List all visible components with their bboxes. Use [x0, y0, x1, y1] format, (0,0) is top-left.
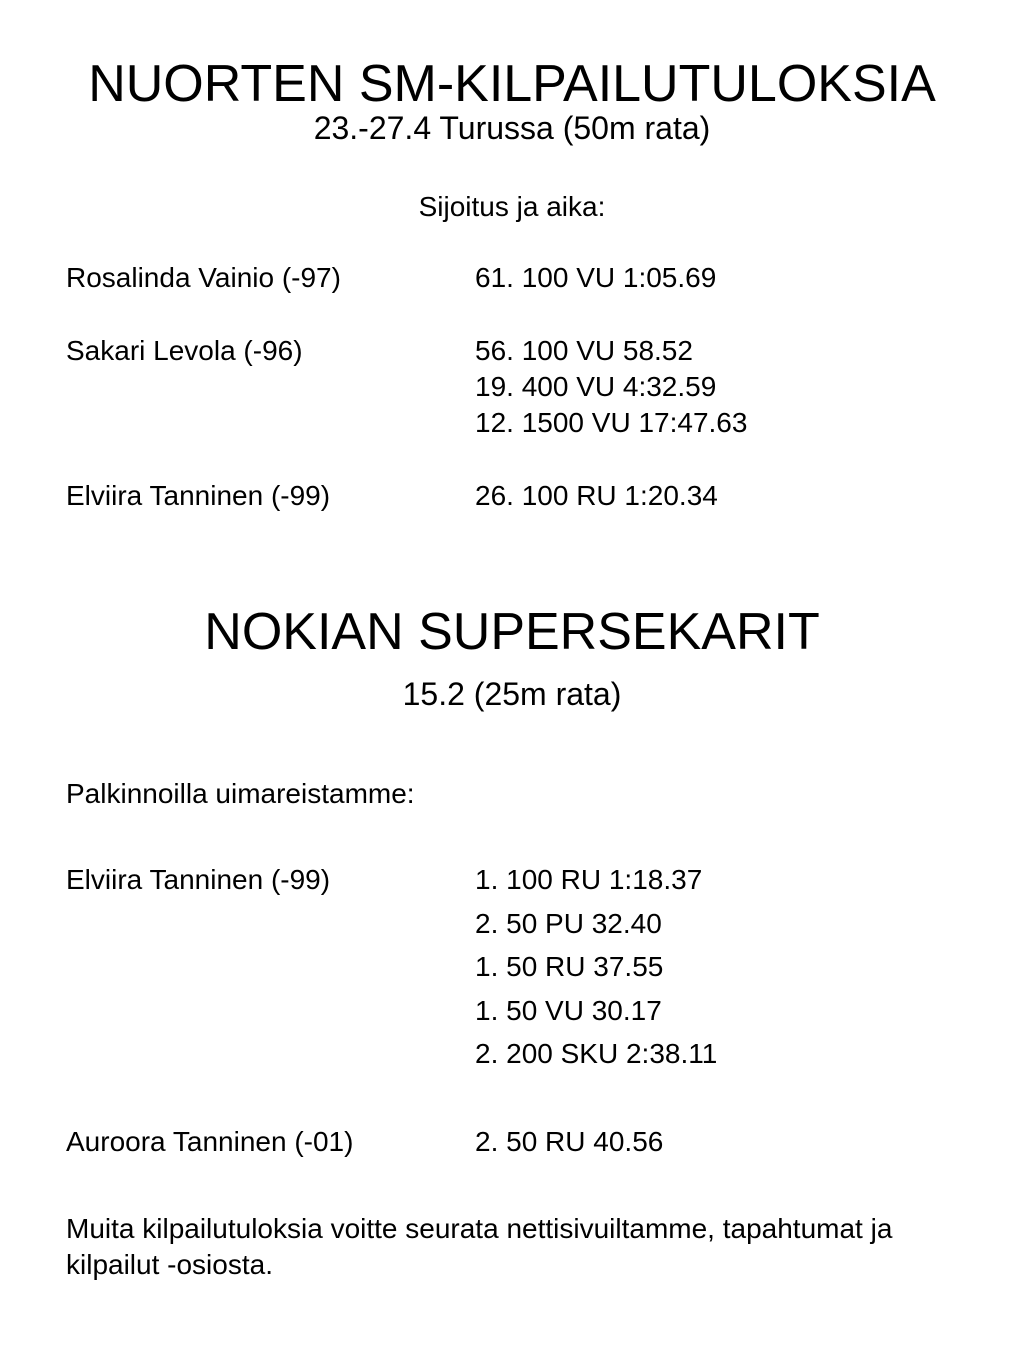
section2-title: NOKIAN SUPERSEKARIT — [204, 603, 820, 661]
section2-entry-1-result-1: 1. 100 RU 1:18.37 — [475, 864, 703, 895]
section1-entry-2-result-1: 56. 100 VU 58.52 — [475, 335, 693, 366]
section1-entry-2-result-2: 19. 400 VU 4:32.59 — [475, 371, 717, 402]
section2-entry-1-result-2: 2. 50 PU 32.40 — [475, 908, 662, 939]
section1-intro: Sijoitus ja aika: — [418, 191, 606, 222]
section2-entry-1-result-3: 1. 50 RU 37.55 — [475, 951, 664, 982]
section2-entry-1-name: Elviira Tanninen (-99) — [66, 864, 331, 895]
section1-entry-2-name: Sakari Levola (-96) — [66, 335, 303, 366]
section2-entry-1-result-5: 2. 200 SKU 2:38.11 — [475, 1038, 718, 1069]
section2-entry-1-result-4: 1. 50 VU 30.17 — [475, 995, 662, 1026]
section1-title: NUORTEN SM-KILPAILUTULOKSIA — [88, 55, 936, 113]
section2-intro: Palkinnoilla uimareistamme: — [66, 778, 415, 809]
section2-subtitle: 15.2 (25m rata) — [402, 676, 622, 712]
section1-entry-2-result-3: 12. 1500 VU 17:47.63 — [475, 407, 748, 438]
section1-subtitle: 23.-27.4 Turussa (50m rata) — [313, 110, 711, 146]
section2-entry-2-result-1: 2. 50 RU 40.56 — [475, 1126, 664, 1157]
section2-entry-2-name: Auroora Tanninen (-01) — [66, 1126, 354, 1157]
footer-note: Muita kilpailutuloksia voitte seurata nettisivuiltamme, tapahtumat ja kilpailut -osiosta. — [66, 1213, 893, 1280]
section1-entry-3-name: Elviira Tanninen (-99) — [66, 480, 331, 511]
section1-entry-1-name: Rosalinda Vainio (-97) — [66, 262, 341, 293]
section1-entry-3-result-1: 26. 100 RU 1:20.34 — [475, 480, 718, 511]
section1-entry-1-result-1: 61. 100 VU 1:05.69 — [475, 262, 717, 293]
